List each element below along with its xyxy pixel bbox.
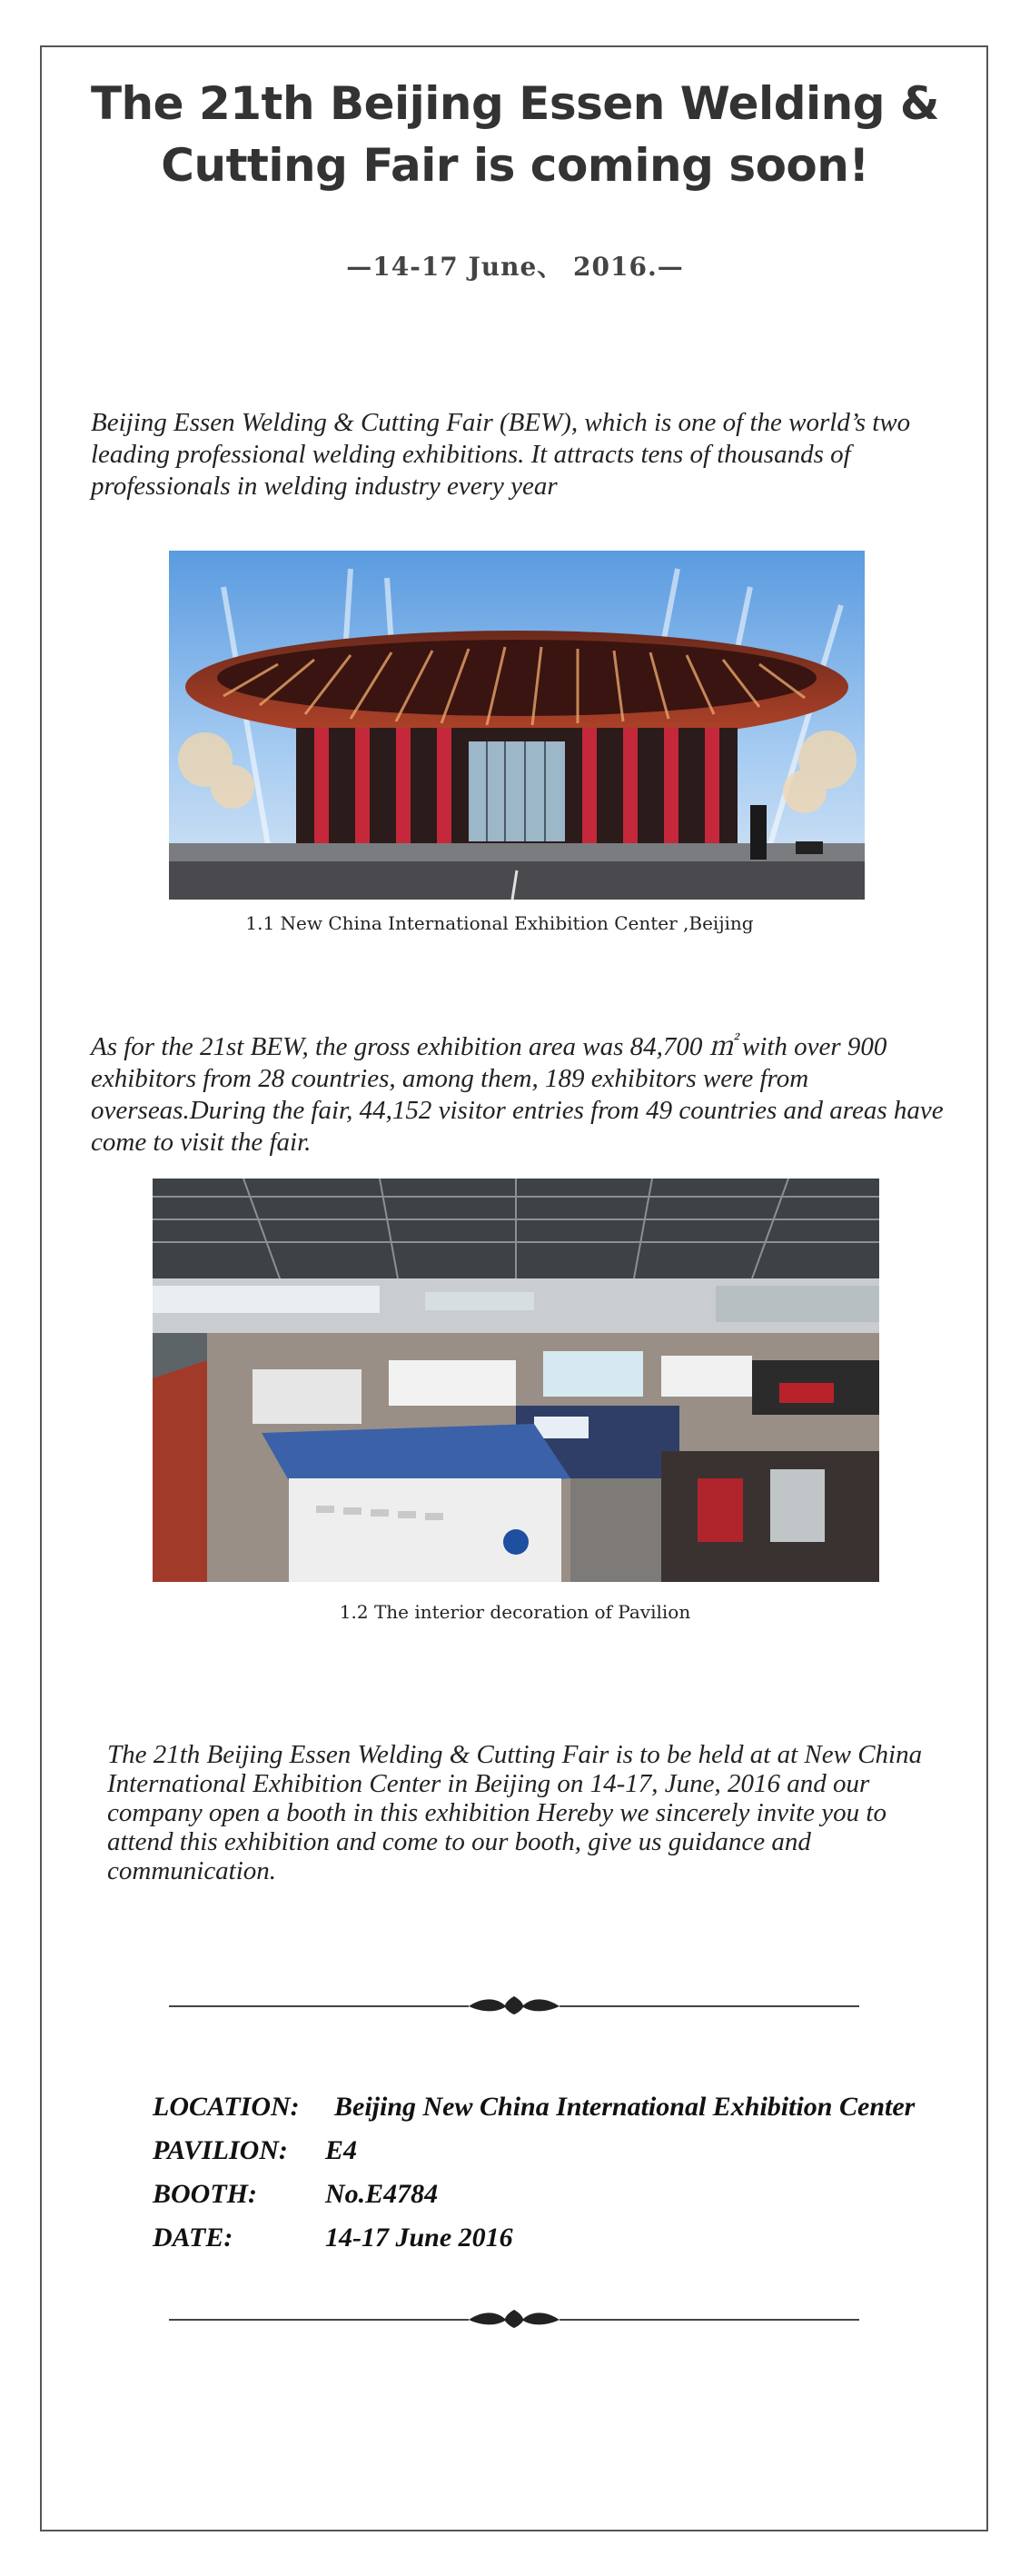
date-value: 14-17 June 2016 — [325, 2223, 513, 2253]
pavilion-value: E4 — [325, 2135, 358, 2165]
date-row — [153, 2216, 915, 2260]
intro-paragraph: Beijing Essen Welding & Cutting Fair (BEW), which is one of the world’s two leading professional welding exhibitions. It attracts tens of thousands of professionals in welding industry every year — [91, 408, 911, 501]
booth-value: No.E4784 — [325, 2179, 439, 2209]
ornamental-divider-top — [169, 1993, 859, 2020]
location-value: Beijing New China International Exhibition Center — [334, 2092, 916, 2122]
title-line-1: The 21th Beijing Essen Welding & — [90, 77, 940, 130]
pavilion-interior-photo — [153, 1179, 879, 1582]
stats-paragraph: As for the 21st BEW, the gross exhibition area was 84,700 ㎡ with over 900 exhibitors from 28 countries, among them, 189 exhibitors were from overseas.During the fair, 44,152 visitor entries from 49 countries and areas have come to visit the fair. — [91, 1032, 944, 1157]
title-line-2: Cutting Fair is coming soon! — [161, 139, 869, 192]
event-details — [153, 2085, 915, 2260]
ornamental-divider-bottom — [169, 2306, 859, 2333]
pavilion-row — [153, 2129, 915, 2173]
location-row — [153, 2085, 915, 2129]
pavilion-label: PAVILION: — [153, 2135, 288, 2165]
event-dates: —14-17 June、 2016.— — [346, 252, 684, 282]
figure2-caption: 1.2 The interior decoration of Pavilion — [339, 1601, 691, 1623]
invitation-paragraph: The 21th Beijing Essen Welding & Cutting Fair is to be held at at New China International Exhibition Center in Beijing on 14-17, June, 2016 and our company open a booth in this exhibition Hereby we sincerely invite you to attend this exhibition and come to our booth, give us guidance and communication. — [107, 1740, 923, 1885]
date-label: DATE: — [153, 2223, 233, 2253]
booth-label: BOOTH: — [153, 2179, 257, 2209]
location-label: LOCATION: — [153, 2092, 300, 2122]
booth-row — [153, 2173, 915, 2216]
figure1-caption: 1.1 New China International Exhibition Center ,Beijing — [245, 912, 754, 934]
exhibition-center-photo — [169, 551, 865, 900]
page-title — [0, 73, 1030, 196]
